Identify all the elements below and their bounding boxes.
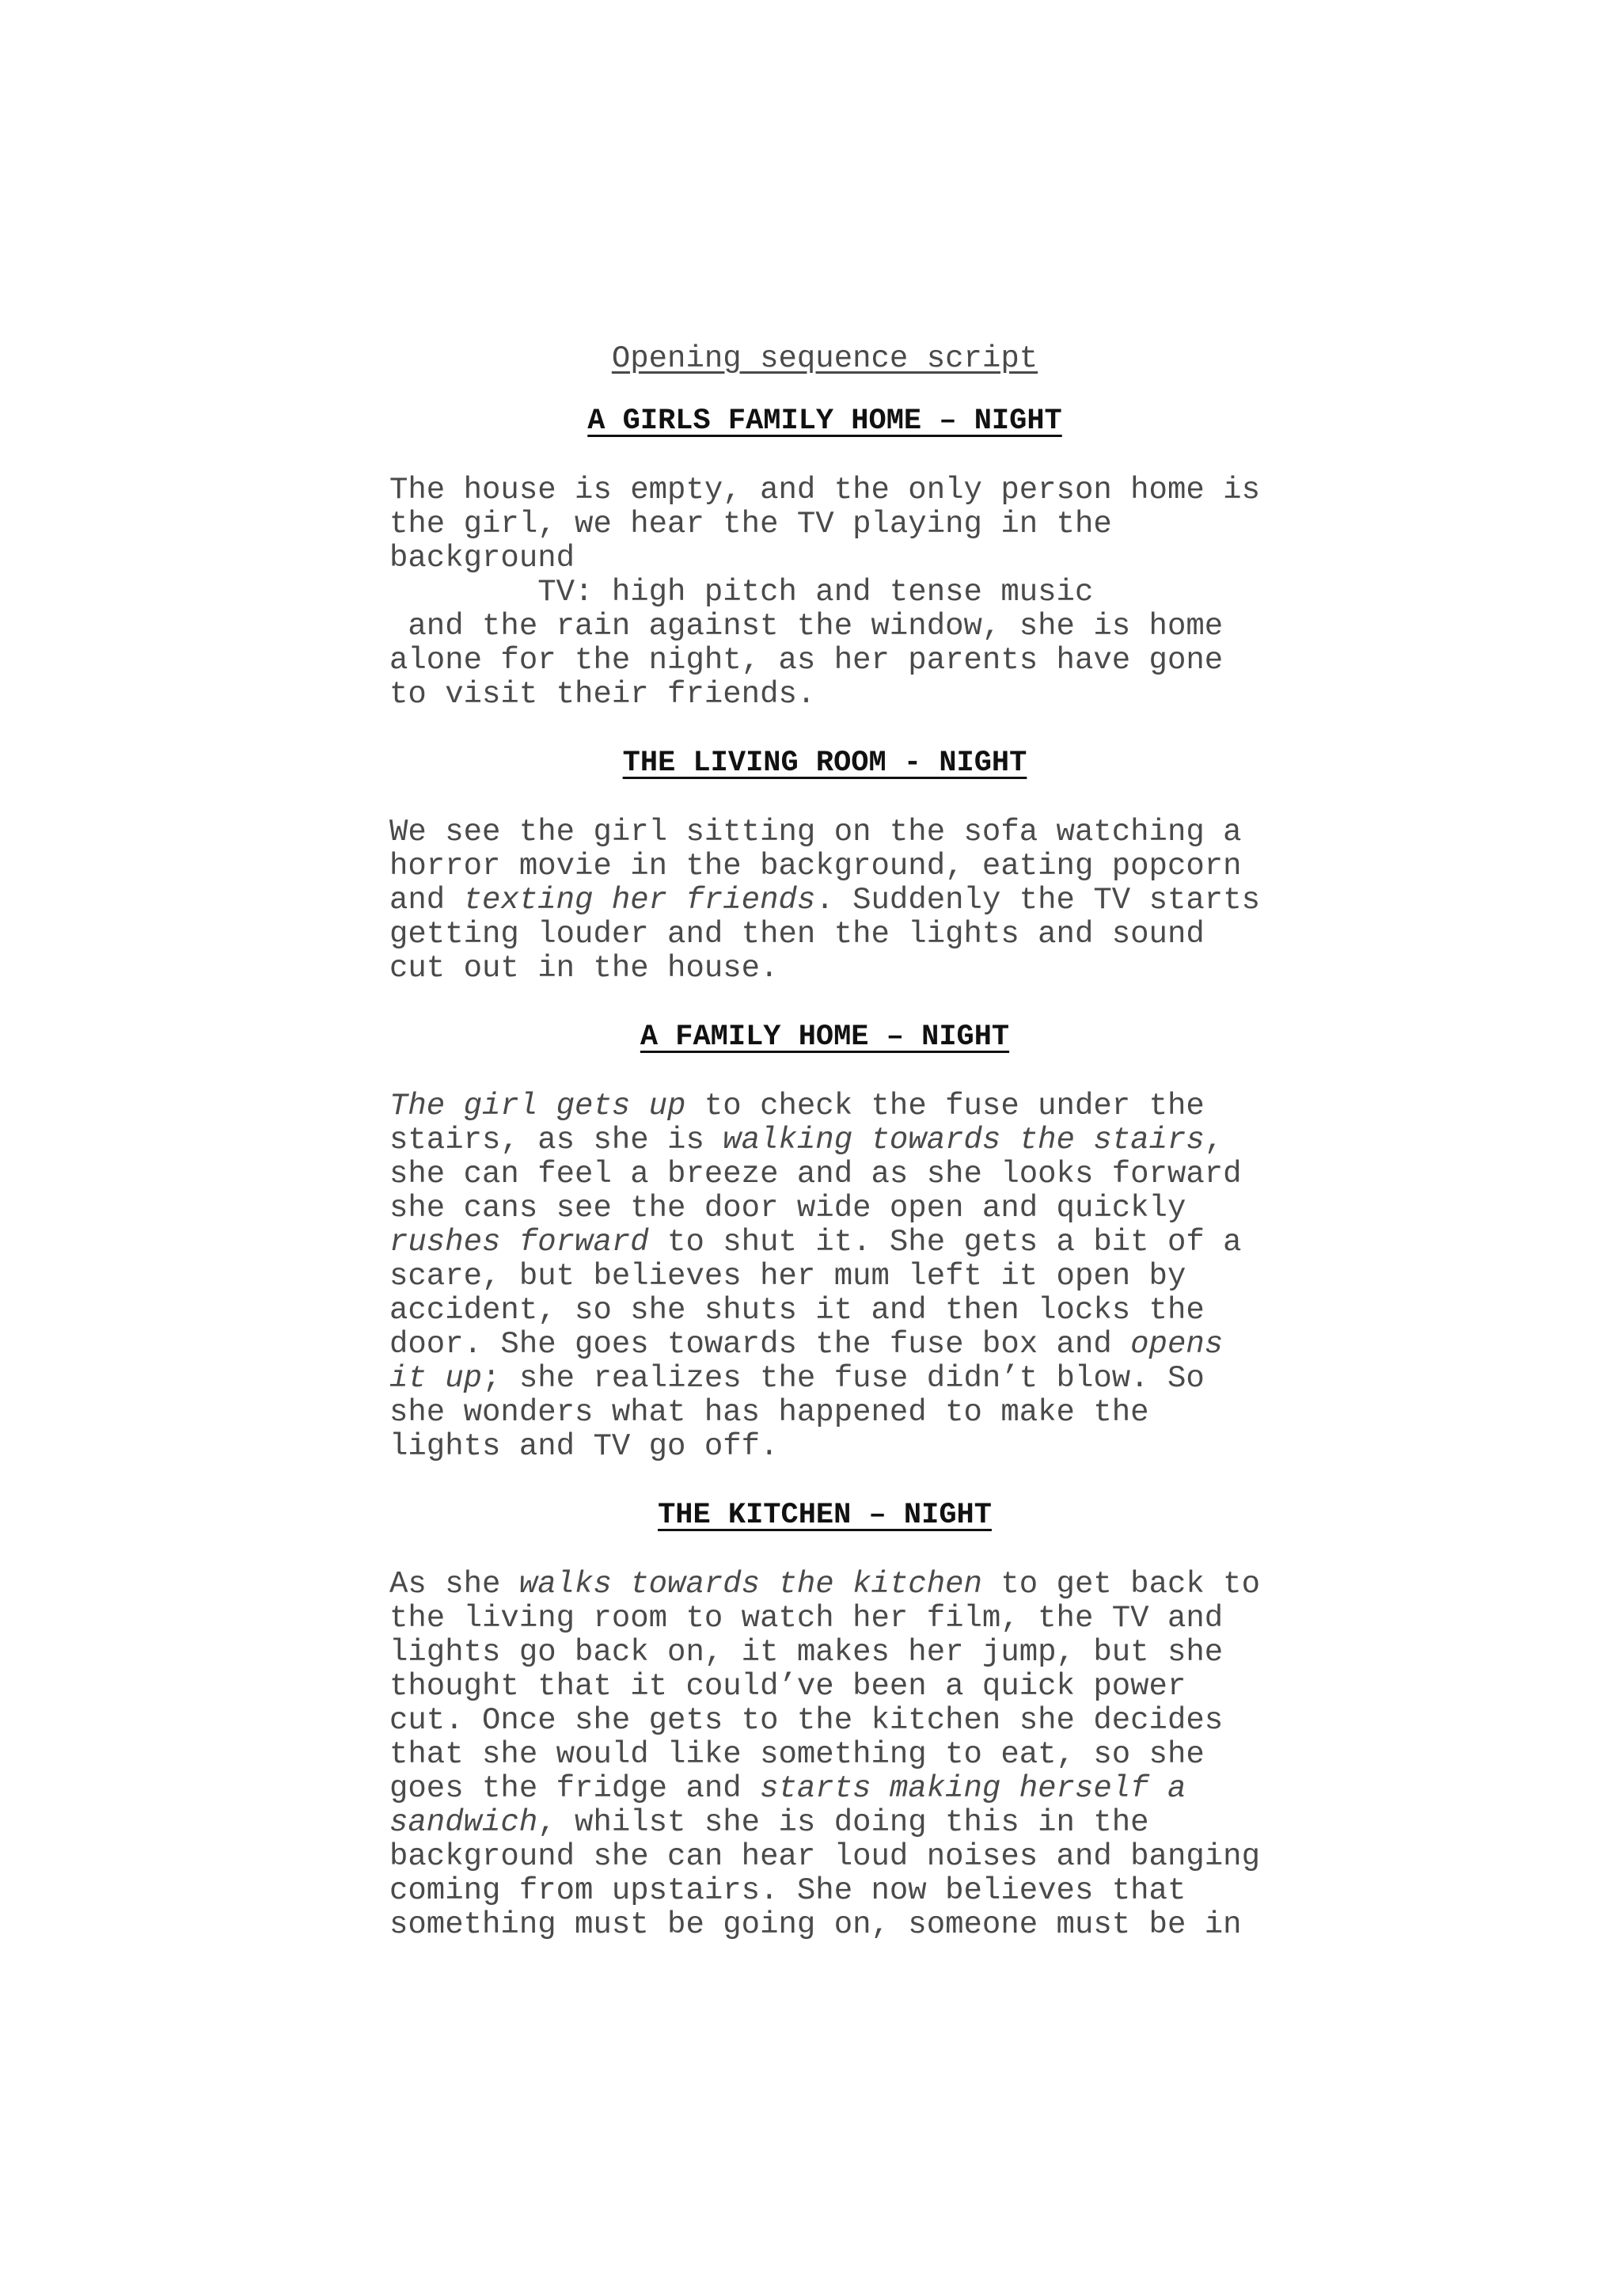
italic-text: rushes forward — [389, 1225, 649, 1260]
paragraph-line — [389, 1602, 1260, 1636]
line-text: and — [389, 883, 464, 918]
line-text: to visit their friends. — [389, 677, 816, 712]
script-body — [389, 342, 1260, 1977]
italic-text: texting her friends — [463, 883, 816, 918]
paragraph-line — [389, 1123, 1260, 1158]
line-text: the girl, we hear the TV playing in the — [389, 507, 1112, 542]
paragraph-line — [389, 678, 1260, 712]
paragraph-line — [389, 1908, 1260, 1942]
italic-text: opens — [1130, 1327, 1224, 1362]
line-text: We see the girl sitting on the sofa watching a — [389, 815, 1242, 850]
scene-paragraph — [389, 1568, 1260, 1942]
line-text: thought that it could’ve been a quick power — [389, 1669, 1186, 1704]
paragraph-line — [389, 1738, 1260, 1772]
italic-text: The girl gets up — [389, 1089, 686, 1123]
paragraph-line — [389, 1089, 1260, 1123]
italic-text: it up — [389, 1361, 483, 1396]
scenes-container — [389, 405, 1260, 1942]
paragraph-line — [389, 473, 1260, 507]
line-text: she wonders what has happened to make the — [389, 1395, 1149, 1430]
line-text: the living room to watch her film, the TV and — [389, 1601, 1224, 1636]
paragraph-line — [389, 1396, 1260, 1430]
scene-paragraph — [389, 1089, 1260, 1464]
line-text: getting louder and then the lights and sound — [389, 917, 1205, 952]
line-text: ; she realizes the fuse didn’t blow. So — [482, 1361, 1205, 1396]
paragraph-line — [389, 1294, 1260, 1328]
line-text: scare, but believes her mum left it open by — [389, 1259, 1186, 1294]
paragraph-line — [389, 1840, 1260, 1874]
paragraph-line — [389, 850, 1260, 884]
line-text: alone for the night, as her parents have gone — [389, 643, 1224, 678]
paragraph-line — [389, 576, 1260, 610]
line-text: background — [389, 541, 575, 576]
paragraph-line — [389, 1192, 1260, 1226]
scene-heading: A FAMILY HOME – NIGHT — [640, 1021, 1010, 1054]
line-text: TV: high pitch and tense music — [389, 575, 1094, 610]
line-text: coming from upstairs. She now believes that — [389, 1873, 1186, 1908]
paragraph-line — [389, 1704, 1260, 1738]
paragraph-line — [389, 1328, 1260, 1362]
document-title: Opening sequence script — [611, 341, 1038, 376]
line-text: and the rain against the window, she is home — [389, 609, 1224, 644]
paragraph-line — [389, 1568, 1260, 1602]
paragraph-line — [389, 644, 1260, 678]
line-text: that she would like something to eat, so she — [389, 1737, 1205, 1772]
line-text: to check the fuse under the — [685, 1089, 1205, 1123]
scene-paragraph — [389, 815, 1260, 986]
italic-text: walks towards the kitchen — [518, 1567, 982, 1602]
line-text: . Suddenly the TV starts — [815, 883, 1261, 918]
paragraph-line — [389, 918, 1260, 952]
line-text: , — [1204, 1123, 1224, 1158]
line-text: goes the fridge and — [389, 1771, 761, 1806]
line-text: , whilst she is doing this in the — [537, 1805, 1149, 1840]
line-text: lights go back on, it makes her jump, but she — [389, 1635, 1224, 1670]
line-text: horror movie in the background, eating popcorn — [389, 849, 1242, 884]
italic-text: starts making herself a — [760, 1771, 1186, 1806]
line-text: she can feel a breeze and as she looks forward — [389, 1157, 1242, 1192]
paragraph-line — [389, 1260, 1260, 1294]
line-text: lights and TV go off. — [389, 1429, 779, 1464]
line-text: to shut it. She gets a bit of a — [648, 1225, 1242, 1260]
paragraph-line — [389, 1158, 1260, 1192]
paragraph-line — [389, 884, 1260, 918]
paragraph-line — [389, 1226, 1260, 1260]
line-text: stairs, as she is — [389, 1123, 723, 1158]
scene-heading: THE KITCHEN – NIGHT — [658, 1499, 992, 1532]
paragraph-line — [389, 815, 1260, 850]
paragraph-line — [389, 1806, 1260, 1840]
line-text: As she — [389, 1567, 519, 1602]
paragraph-line — [389, 1874, 1260, 1908]
paragraph-line — [389, 1636, 1260, 1670]
scene-heading: A GIRLS FAMILY HOME – NIGHT — [587, 405, 1062, 438]
line-text: door. She goes towards the fuse box and — [389, 1327, 1131, 1362]
italic-text: sandwich — [389, 1805, 538, 1840]
paragraph-line — [389, 610, 1260, 644]
paragraph-line — [389, 507, 1260, 542]
line-text: she cans see the door wide open and quickly — [389, 1191, 1186, 1226]
line-text: something must be going on, someone must be in — [389, 1907, 1242, 1942]
paragraph-line — [389, 952, 1260, 986]
paragraph-line — [389, 1670, 1260, 1704]
italic-text: walking towards the stairs — [723, 1123, 1205, 1158]
line-text: cut. Once she gets to the kitchen she decides — [389, 1703, 1224, 1738]
line-text: background she can hear loud noises and banging — [389, 1839, 1260, 1874]
scene-heading: THE LIVING ROOM - NIGHT — [622, 747, 1027, 780]
scene-paragraph — [389, 473, 1260, 712]
paragraph-line — [389, 1772, 1260, 1806]
line-text: The house is empty, and the only person home is — [389, 473, 1260, 507]
line-text: to get back to — [981, 1567, 1260, 1602]
line-text: cut out in the house. — [389, 951, 779, 986]
line-text: accident, so she shuts it and then locks the — [389, 1293, 1205, 1328]
paragraph-line — [389, 1362, 1260, 1396]
paragraph-line — [389, 1430, 1260, 1464]
paragraph-line — [389, 542, 1260, 576]
